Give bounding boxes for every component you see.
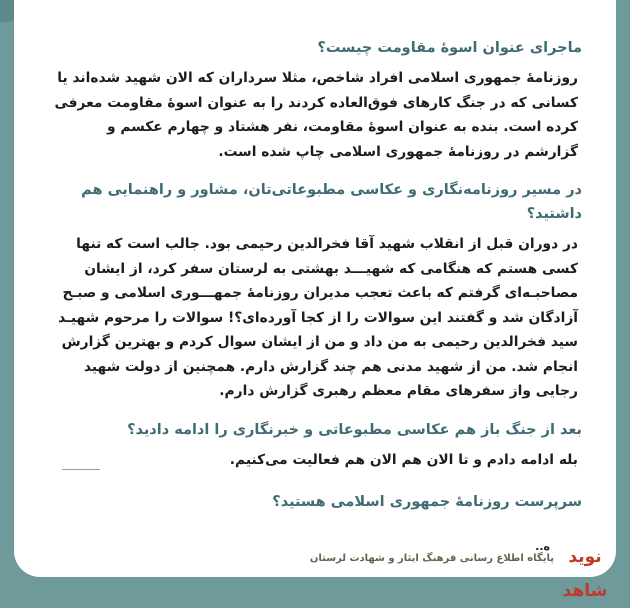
answer-3: بله ادامه دادم و تا الان هم الان هم فعالیت می‌کنیم. — [229, 451, 578, 468]
partial-answer-text: ..ه — [535, 540, 550, 553]
interview-content — [14, 36, 616, 520]
site-name: پایگاه اطلاع رسانی فرهنگ ایثار و شهادت لرستان — [309, 553, 554, 564]
navid-shahed-logo: نوید شاهد — [562, 547, 608, 601]
answer-1: روزنامهٔ جمهوری اسلامی افراد شاخص، مثلا سرداران که الان شهید شده‌اند یا کسانی که در جنگ کارهای فوق‌العاده کردند را به عنوان اسوهٔ مقاومت معرفی کرده است. بنده به عنوان اسوهٔ مقاومت، نفر هشتاد و چهارم عکسم و گزارشم در روزنامهٔ جمهوری اسلامی چاپ شده است. — [54, 70, 578, 160]
question-3: بعد از جنگ باز هم عکاسی مطبوعاتی و خبرنگاری را ادامه دادید؟ — [127, 421, 582, 438]
divider-dash — [62, 469, 100, 470]
question-1: ماجرای عنوان اسوهٔ مقاومت چیست؟ — [317, 40, 582, 56]
question-2: در مسیر روزنامه‌نگاری و عکاسی مطبوعاتی‌تان، مشاور و راهنمایی هم داشتید؟ — [81, 182, 582, 222]
question-4: سرپرست روزنامهٔ جمهوری اسلامی هستید؟ — [272, 494, 582, 510]
article-card — [14, 0, 616, 601]
answer-2: در دوران قبل از انقلاب شهید آقا فخرالدین رحیمی بود. جالب است که تنها کسی هستم که هنگامی که شهیـــد بهشتی به لرستان سفر کرد، از ایشان مصاحبـه‌ای گرفتم که باعث تعجب مدیران روزنامهٔ جمهـــوری اسلامی و صبـح آزادگان شد و گفتند این سوالات را از کجا آورده‌ای؟! سوالات را مرحوم شهیـد سید فخرالدین رحیمی به من داد و من از ایشان سوال کردم و بهترین گزارش انجام شد. من از شهید مدنی هم چند گزارش دارم. همچنین از دولت شهید رجایی واز سفرهای مقام معظم رهبری گزارش دارم. — [58, 236, 578, 399]
